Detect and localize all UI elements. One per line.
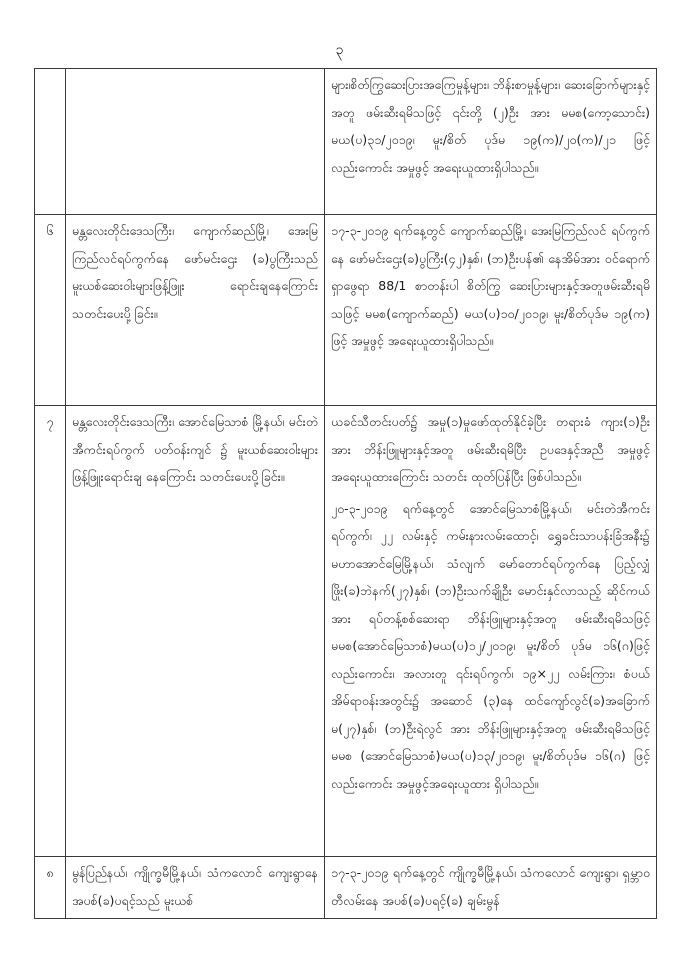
action-paragraph: ၂၀-၃-၂၀၁၉ ရက်နေ့တွင် အောင်မြေသာစံမြို့နယ်၊ မင်းတဲအီကင်းရပ်ကွက်၊ ၂၂ လမ်းနှင့် ကမ်းနားလမ်းထောင့်၊ ရွှေခင်းသာပန်းခြံအနီး၌ မဟာအောင်မြေမြို့နယ်၊ သံလျက် မော်တောင်ရပ်ကွက်နေ ပြည့်လျှံဖြိုး(ခ)ဘဲနက်(၂၇)နှစ်၊ (ဘ)ဦးသက်ချိုဦး မောင်းနှင်လာသည့် ဆိုင်ကယ်အား ရပ်တန့်စစ်ဆေးရာ ဘိန်းဖြူများနှင့်အတူ ဖမ်းဆီးရမိသဖြင့် မမစ(အောင်မြေသာစံ)မယ(ပ)၁၂/၂၀၁၉၊ မူး/စိတ် ပုဒ်မ ၁၆(ဂ)ဖြင့်လည်းကောင်း၊ အလားတူ ၎င်းရပ်ကွက်၊ ၁၉×၂၂ လမ်းကြား၊ စံပယ်အိမ်ရာဝန်းအတွင်း၌ အဆောင် (၃)နေ ထင်ကျော်လွင်(ခ)အခြောက်မ(၂၇)နှစ်၊ (ဘ)ဦးရဲလွင် အား ဘိန်းဖြူများနှင့်အတူ ဖမ်းဆီးရမိသဖြင့် မမစ (အောင်မြေသာစံ)မယ(ပ)၁၃/၂၀၁၉၊ မူး/စိတ်ပုဒ်မ ၁၆(ဂ) ဖြင့်လည်းကောင်း အမှုဖွင့်အရေးယူထား ရှိပါသည်။ <box>331 500 650 791</box>
table-row <box>35 69 657 215</box>
action-cell <box>325 857 657 919</box>
action-cell <box>325 69 657 215</box>
row-number-cell: ၇ <box>35 406 66 857</box>
action-paragraph: ယခင်သီတင်းပတ်၌ အမှု(၁)မှုဖော်ထုတ်နိုင်ခဲ့ပြီး တရားခံ ကျား(၁)ဦးအား ဘိန်းဖြူများနှင့်အတူ ဖမ်းဆီးရမိပြီး ဥပဒေနှင့်အညီ အမှုဖွင့် အရေးယူထားကြောင်း သတင်း ထုတ်ပြန်ပြီး ဖြစ်ပါသည်။ <box>331 414 650 484</box>
subject-cell: မွန်ပြည်နယ်၊ ကျိုက္ခမီမြို့နယ်၊ သံကလောင် ကျေးရွာနေ အပစ်(ခ)ပရင့်သည် မူးယစ် <box>66 857 325 919</box>
action-cell <box>325 406 657 857</box>
action-paragraph: ၁၇-၃-၂၀၁၉ ရက်နေ့တွင် ကျောက်ဆည်မြို့၊ အေးမြကြည်လင် ရပ်ကွက်နေ ဖော်မင်းဌေး(ခ)ပွကြီး(၄၂)နှစ်၊ (ဘ)ဦးပန်၏ နေအိမ်အား ဝင်ရောက်ရှာဖွေရာ 88/1 စာတန်းပါ စိတ်ကြွ ဆေးပြားများနှင့်အတူဖမ်းဆီးရမိသဖြင့် မမစ(ကျောက်ဆည်) မယ(ပ)၁၀/၂၀၁၉၊ မူး/စိတ်ပုဒ်မ ၁၉(က) ဖြင့် အမှုဖွင့် အရေးယူထားရှိပါသည်။ <box>331 223 650 348</box>
table-row <box>35 857 657 919</box>
table-row <box>35 406 657 857</box>
action-paragraph: များ၊စိတ်ကြွဆေးပြားအကြေမှုန့်များ၊ ဘိန်းစာမှုန့်များ၊ ဆေးခြောက်များနှင့်အတူ ဖမ်းဆီးရမိသဖြင့် ၎င်းတို့ (၂)ဦး အား မမစ(ကော့သောင်း) မယ(ပ)၃၁/၂၀၁၉၊ မူး/စိတ် ပုဒ်မ ၁၉(က)/၂၀(က)/၂၁ ဖြင့် လည်းကောင်း အမှုဖွင့် အရေးယူထားရှိပါသည်။ <box>331 77 650 175</box>
subject-cell: မန္တလေးတိုင်းဒေသကြီး၊ အောင်မြေသာစံ မြို့နယ်၊ မင်းတဲအီကင်းရပ်ကွက် ပတ်ဝန်းကျင် ၌ မူးယစ်ဆေးဝါးများ ဖြန့်ဖြူးရောင်းချ နေကြောင်း သတင်းပေးပို့ခြင်း။ <box>66 406 325 857</box>
row-number-cell: ၆ <box>35 215 66 406</box>
table-row <box>35 215 657 406</box>
subject-cell <box>66 69 325 215</box>
report-table <box>34 68 657 919</box>
row-number-cell <box>35 69 66 215</box>
page-number: ၃ <box>335 42 344 58</box>
action-paragraph: ၁၇-၃-၂၀၁၉ ရက်နေ့တွင် ကျိုက္ခမီမြို့နယ်၊ သံကလောင် ကျေးရွာ၊ ရှမ္ဘာဝတီလမ်းနေ အပစ်(ခ)ပရင့်(ခ) ချမ်းမွန် <box>331 865 650 908</box>
subject-cell: မန္တလေးတိုင်းဒေသကြီး၊ ကျောက်ဆည်မြို့၊ အေးမြကြည်လင်ရပ်ကွက်နေ ဖော်မင်းဌေး (ခ)ပွကြီးသည် မူးယစ်ဆေးဝါးများဖြန့်ဖြူး ရောင်းချနေကြောင်း သတင်းပေးပို့ ခြင်း။ <box>66 215 325 406</box>
row-number-cell: ၈ <box>35 857 66 919</box>
action-cell <box>325 215 657 406</box>
